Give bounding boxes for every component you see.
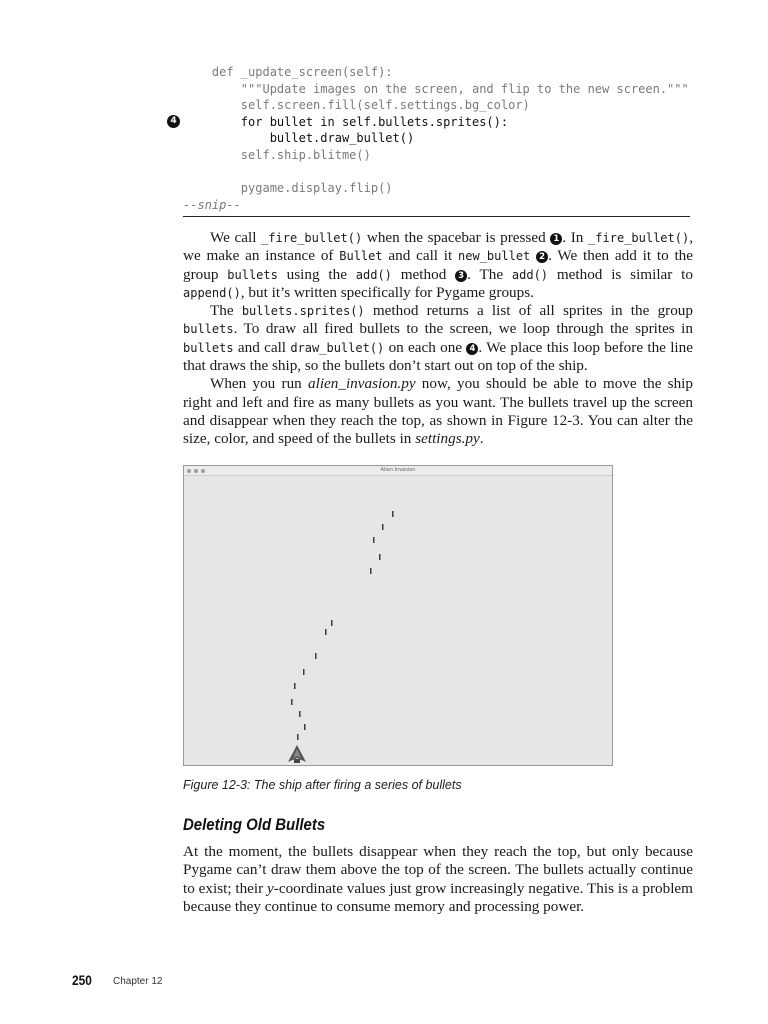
chapter-label: Chapter 12 [113,976,163,987]
bullet [315,653,317,659]
bullet [294,683,296,689]
bullet [392,511,394,517]
code-line: bullet.draw_bullet() [183,131,415,146]
bullet [304,724,306,730]
paragraph-deleting-bullets: At the moment, the bullets disappear when they reach the top, but only because Pygame can’t draw them above the top of the screen. The bullets actually continue to exist; their y-coordinate values just grow increasingly negative. This is a problem because they continue to consume memory and processing power. [183,843,693,915]
code-divider-rule [183,216,690,217]
code-line: for bullet in self.bullets.sprites(): [183,114,509,129]
code-line: self.ship.blitme() [183,147,371,162]
bullet [303,669,305,675]
code-listing [183,64,703,213]
game-canvas [184,466,612,765]
callout-marker-3: 3 [455,270,467,282]
bullet [291,699,293,705]
figure-screenshot [183,465,613,766]
bullet [382,524,384,530]
bullet [379,554,381,560]
page-number: 250 [72,972,92,988]
paragraph-fire-bullet: We call _fire_bullet() when the spacebar is pressed 1 . In _fire_bullet(), we make an instance of Bullet and call it new_bullet 2 . We then add it to the group bullets using the add() method 3 . The add() method is similar to append(), but it’s written specifically for Pygame groups. [183,229,694,301]
callout-marker-1: 1 [550,233,562,245]
bullet [299,711,301,717]
code-line: pygame.display.flip() [183,181,393,196]
bullet [331,620,333,626]
bullet [297,734,299,740]
window-title: Alien Invasion [380,467,416,473]
code-callout-marker: 4 [167,115,180,128]
callout-marker-4: 4 [466,343,478,355]
code-line: def _update_screen(self): [183,65,393,79]
body-text [183,229,693,449]
bullets-group [291,511,394,740]
bullet [325,629,327,635]
paragraph-run-game: When you run alien_invasion.py now, you should be able to move the ship right and left and fire as many bullets as you want. The bullets travel up the screen and disappear when they reach the top, as shown in Figure 12-3. You can alter the size, color, and speed of the bullets in settings.py. [183,375,693,448]
bullet [373,537,375,543]
callout-marker-2: 2 [536,251,548,263]
code-line: --snip-- [183,197,241,212]
code-line: """Update images on the screen, and flip to the new screen.""" [183,81,689,96]
code-line: self.screen.fill(self.settings.bg_color) [183,98,530,113]
paragraph-sprites: The bullets.sprites() method returns a list of all sprites in the group bullets. To draw all fired bullets to the screen, we loop through the sprites in bullets and call draw_bullet() on each one 4 . We place this loop before the line that draws the ship, so the bullets don’t start out on top of the ship. [183,302,693,375]
bullet [370,568,372,574]
ship-icon [288,745,306,763]
section-heading: Deleting Old Bullets [183,815,326,834]
code-line [183,164,703,181]
figure-caption: Figure 12-3: The ship after firing a series of bullets [183,778,462,792]
